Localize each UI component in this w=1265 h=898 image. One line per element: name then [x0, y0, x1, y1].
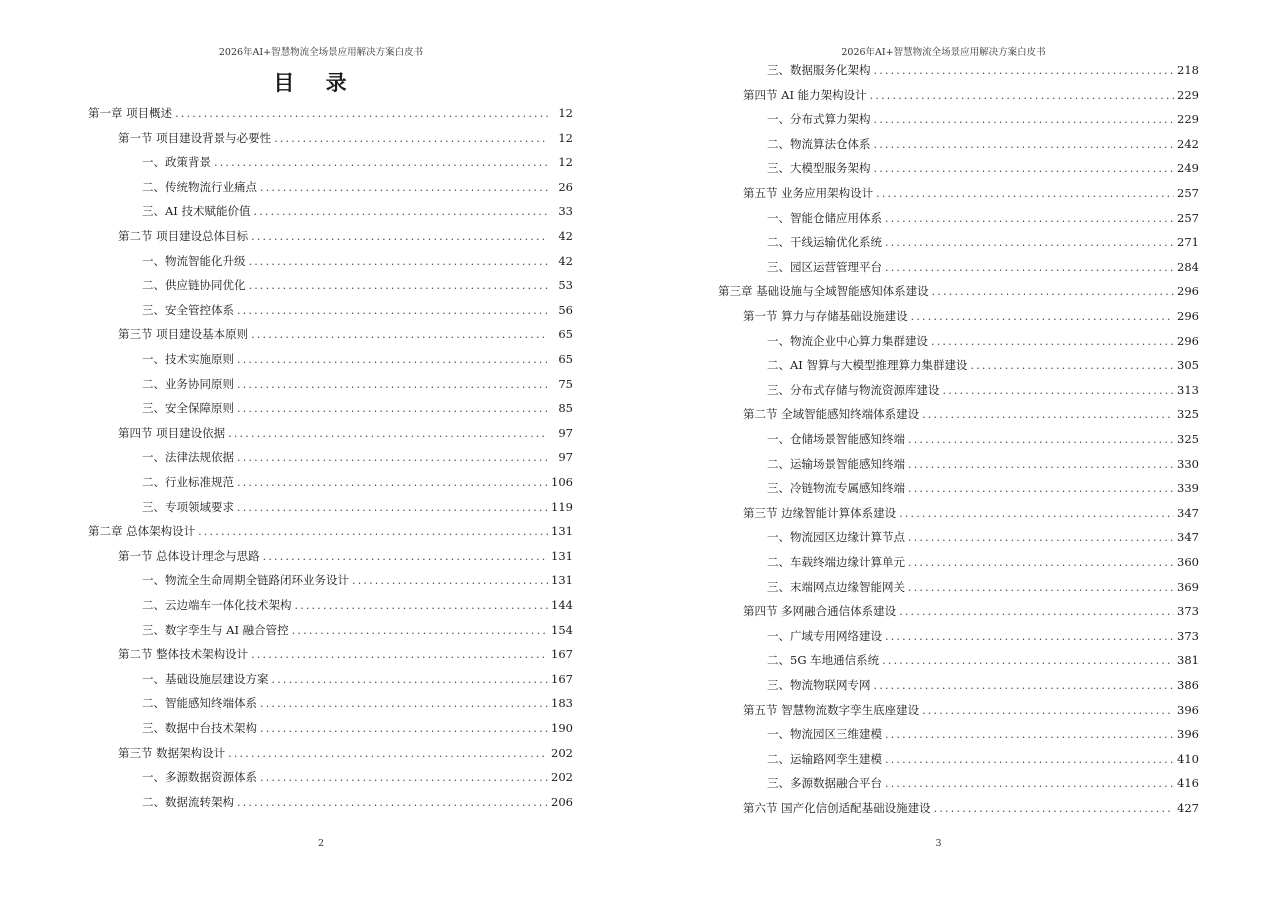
toc-title: 目 录 [273, 71, 359, 95]
toc-entry-page: 56 [558, 302, 573, 317]
toc-entry-label: 第二节 整体技术架构设计 [118, 647, 249, 662]
toc-entry-page: 229 [1177, 112, 1199, 127]
toc-entry[interactable] [767, 136, 1199, 156]
toc-entry[interactable] [142, 622, 573, 642]
toc-leader-dots [237, 304, 548, 317]
toc-entry-label: 第三节 项目建设基本原则 [118, 327, 249, 342]
toc-entry[interactable] [142, 277, 573, 297]
toc-leader-dots [908, 581, 1174, 594]
toc-entry-label: 二、运输路网孪生建模 [767, 751, 882, 766]
toc-leader-dots [885, 728, 1174, 741]
toc-leader-dots [870, 89, 1174, 102]
toc-entry-page: 386 [1177, 678, 1199, 692]
toc-leader-dots [876, 187, 1174, 200]
toc-entry-label: 三、专项领域要求 [142, 499, 234, 514]
toc-entry-page: 416 [1177, 776, 1199, 791]
toc-entry-label: 一、物流园区边缘计算节点 [767, 530, 905, 545]
toc-entry-page: 330 [1177, 456, 1199, 471]
toc-entry-label: 二、物流算法仓体系 [767, 136, 871, 151]
toc-entry-page: 257 [1177, 210, 1199, 225]
toc-entry[interactable] [743, 702, 1199, 722]
toc-leader-dots [882, 654, 1174, 667]
toc-entry[interactable] [118, 326, 573, 346]
toc-entry-page: 271 [1177, 235, 1199, 250]
toc-entry-label: 一、物流企业中心算力集群建设 [767, 333, 928, 348]
toc-entry-page: 305 [1177, 358, 1199, 373]
toc-entry[interactable] [767, 529, 1199, 549]
toc-entry-page: 257 [1177, 186, 1199, 200]
toc-entry-label: 二、AI 智算与大模型推理算力集群建设 [767, 358, 968, 373]
toc-leader-dots [272, 673, 549, 686]
toc-leader-dots [260, 771, 548, 784]
toc-entry[interactable] [142, 720, 573, 740]
toc-entry-page: 131 [551, 573, 573, 588]
toc-leader-dots [237, 451, 548, 464]
toc-entry[interactable] [142, 474, 573, 494]
toc-leader-dots [943, 384, 1175, 397]
toc-entry-page: 65 [558, 352, 573, 366]
toc-entry-label: 三、安全保障原则 [142, 401, 234, 416]
toc-entry-page: 313 [1177, 382, 1199, 397]
toc-entry[interactable] [767, 677, 1199, 697]
toc-entry-page: 119 [551, 499, 573, 514]
toc-leader-dots [251, 648, 548, 661]
toc-entry-page: 296 [1177, 284, 1199, 299]
toc-entry-label: 一、物流智能化升级 [142, 253, 246, 268]
toc-entry[interactable] [142, 400, 573, 420]
toc-leader-dots [885, 630, 1174, 643]
toc-entry[interactable] [118, 228, 573, 248]
toc-entry-page: 85 [558, 401, 573, 416]
toc-leader-dots [175, 107, 548, 120]
toc-entry-page: 381 [1177, 653, 1199, 668]
toc-entry-page: 202 [551, 770, 573, 785]
toc-entry-page: 202 [551, 745, 573, 760]
toc-leader-dots [237, 796, 548, 809]
toc-entry[interactable] [743, 800, 1199, 820]
toc-entry-page: 396 [1177, 727, 1199, 742]
toc-entry-page: 12 [558, 155, 573, 170]
toc-entry-page: 167 [551, 671, 573, 686]
toc-entry[interactable] [767, 431, 1199, 451]
toc-entry-label: 三、末端网点边缘智能网关 [767, 579, 905, 594]
toc-entry[interactable] [767, 160, 1199, 180]
toc-entry-page: 65 [558, 327, 573, 342]
toc-entry-page: 26 [558, 179, 573, 194]
running-header: 2026年AI+智慧物流全场景应用解决方案白皮书 [218, 47, 424, 58]
toc-leader-dots [908, 482, 1174, 495]
toc-entry-page: 427 [1177, 801, 1199, 815]
toc-entry-page: 42 [558, 229, 573, 243]
toc-entry-page: 347 [1177, 505, 1199, 520]
toc-leader-dots [198, 525, 548, 538]
toc-entry-label: 三、园区运营管理平台 [767, 259, 882, 274]
toc-entry-label: 第三节 数据架构设计 [118, 745, 226, 760]
toc-entry[interactable] [767, 456, 1199, 476]
toc-entry-page: 369 [1177, 579, 1199, 594]
toc-entry-label: 一、多源数据资源体系 [142, 770, 257, 785]
toc-entry-page: 284 [1177, 259, 1199, 274]
toc-entry-label: 一、物流全生命周期全链路闭环业务设计 [142, 573, 349, 588]
toc-entry[interactable] [767, 111, 1199, 131]
left-page [0, 0, 632, 898]
toc-entry[interactable] [767, 357, 1199, 377]
toc-entry-label: 第一节 总体设计理念与思路 [118, 548, 260, 563]
toc-leader-dots [874, 679, 1175, 692]
toc-entry-label: 第一节 算力与存储基础设施建设 [743, 309, 908, 323]
toc-entry-label: 第三节 边缘智能计算体系建设 [743, 505, 897, 520]
toc-entry-label: 二、运输场景智能感知终端 [767, 456, 905, 471]
toc-entry-page: 373 [1177, 604, 1199, 619]
toc-entry-label: 第四节 多网融合通信体系建设 [743, 604, 897, 619]
toc-leader-dots [908, 556, 1174, 569]
toc-entry[interactable] [118, 548, 573, 568]
toc-entry[interactable] [767, 259, 1199, 279]
toc-leader-dots [249, 279, 549, 292]
toc-leader-dots [249, 255, 549, 268]
toc-entry-label: 一、政策背景 [142, 155, 211, 170]
toc-entry[interactable] [142, 769, 573, 789]
toc-leader-dots [292, 624, 548, 637]
toc-entry-label: 二、车载终端边缘计算单元 [767, 555, 905, 569]
toc-leader-dots [214, 156, 548, 169]
toc-leader-dots [263, 550, 548, 563]
toc-entry-label: 三、冷链物流专属感知终端 [767, 481, 905, 496]
toc-entry-page: 325 [1177, 407, 1199, 422]
toc-entry[interactable] [142, 671, 573, 691]
toc-entry-page: 396 [1177, 702, 1199, 717]
toc-leader-dots [237, 476, 548, 489]
toc-entry-label: 二、智能感知终端体系 [142, 696, 257, 711]
toc-entry-label: 第一节 项目建设背景与必要性 [118, 130, 272, 145]
toc-entry[interactable] [743, 308, 1199, 328]
toc-entry[interactable] [767, 751, 1199, 771]
toc-leader-dots [295, 599, 549, 612]
toc-entry-page: 12 [558, 130, 573, 145]
toc-entry-label: 一、广域专用网络建设 [767, 628, 882, 643]
toc-leader-dots [237, 501, 548, 514]
toc-entry-label: 三、物流物联网专网 [767, 678, 871, 692]
toc-leader-dots [922, 704, 1174, 717]
toc-entry-label: 二、行业标准规范 [142, 475, 234, 489]
toc-entry[interactable] [743, 185, 1199, 205]
toc-entry[interactable] [743, 406, 1199, 426]
toc-entry-label: 二、云边端车一体化技术架构 [142, 598, 292, 612]
toc-leader-dots [899, 507, 1174, 520]
toc-entry-page: 33 [558, 204, 573, 219]
toc-entry-page: 249 [1177, 161, 1199, 176]
toc-entry-label: 一、仓储场景智能感知终端 [767, 432, 905, 446]
toc-entry[interactable] [142, 572, 573, 592]
toc-leader-dots [922, 408, 1174, 421]
toc-entry-label: 第五节 业务应用架构设计 [743, 186, 874, 200]
toc-leader-dots [885, 212, 1174, 225]
toc-entry[interactable] [88, 523, 573, 543]
toc-entry[interactable] [142, 179, 573, 199]
toc-entry-label: 三、分布式存储与物流资源库建设 [767, 382, 940, 397]
toc-entry[interactable] [142, 203, 573, 223]
toc-entry-page: 242 [1177, 136, 1199, 151]
running-header: 2026年AI+智慧物流全场景应用解决方案白皮书 [841, 47, 1046, 58]
toc-entry[interactable] [118, 745, 573, 765]
toc-entry-page: 42 [558, 253, 573, 268]
toc-entry-page: 144 [551, 598, 573, 612]
toc-entry[interactable] [767, 628, 1199, 648]
toc-entry-label: 三、大模型服务架构 [767, 161, 871, 176]
toc-leader-dots [260, 697, 548, 710]
toc-leader-dots [874, 64, 1175, 77]
toc-entry-label: 一、智能仓储应用体系 [767, 210, 882, 225]
toc-entry-page: 347 [1177, 530, 1199, 545]
toc-leader-dots [254, 205, 548, 218]
toc-leader-dots [237, 378, 548, 391]
toc-leader-dots [237, 353, 548, 366]
toc-entry[interactable] [142, 597, 573, 617]
toc-entry-page: 106 [551, 475, 573, 489]
toc-entry[interactable] [142, 302, 573, 322]
right-page [632, 0, 1265, 898]
toc-entry[interactable] [767, 234, 1199, 254]
toc-entry-label: 三、数字孪生与 AI 融合管控 [142, 622, 289, 637]
toc-entry-label: 二、5G 车地通信系统 [767, 653, 880, 668]
toc-entry-page: 75 [558, 376, 573, 391]
page-number: 2 [317, 838, 325, 849]
toc-entry[interactable] [118, 130, 573, 150]
toc-entry-page: 296 [1177, 309, 1199, 323]
toc-entry-page: 296 [1177, 333, 1199, 348]
toc-entry-label: 一、技术实施原则 [142, 352, 234, 366]
toc-entry-label: 一、分布式算力架构 [767, 112, 871, 127]
toc-leader-dots [932, 285, 1174, 298]
toc-entry-label: 第五节 智慧物流数字孪生底座建设 [743, 702, 920, 717]
toc-entry[interactable] [88, 105, 573, 125]
toc-leader-dots [228, 747, 548, 760]
toc-leader-dots [908, 433, 1174, 446]
toc-entry[interactable] [767, 210, 1199, 230]
toc-entry[interactable] [142, 351, 573, 371]
toc-entry-page: 325 [1177, 432, 1199, 446]
toc-entry-page: 97 [558, 450, 573, 465]
toc-leader-dots [899, 605, 1174, 618]
toc-entry-label: 二、数据流转架构 [142, 794, 234, 809]
toc-leader-dots [228, 427, 548, 440]
toc-entry-page: 183 [551, 696, 573, 711]
toc-entry-label: 第二章 总体架构设计 [88, 524, 196, 539]
toc-entry-label: 二、干线运输优化系统 [767, 235, 882, 250]
toc-entry-label: 一、法律法规依据 [142, 450, 234, 465]
toc-entry-label: 第四节 AI 能力架构设计 [743, 87, 867, 102]
toc-entry[interactable] [118, 646, 573, 666]
toc-leader-dots [251, 328, 548, 341]
toc-leader-dots [885, 236, 1174, 249]
toc-entry[interactable] [743, 505, 1199, 525]
toc-entry-page: 339 [1177, 481, 1199, 496]
toc-entry-label: 第三章 基础设施与全域智能感知体系建设 [718, 284, 929, 299]
toc-leader-dots [908, 458, 1174, 471]
toc-leader-dots [885, 261, 1174, 274]
toc-entry[interactable] [142, 154, 573, 174]
toc-entry-page: 53 [558, 278, 573, 293]
toc-entry[interactable] [767, 726, 1199, 746]
toc-entry-page: 206 [551, 794, 573, 809]
toc-entry-label: 一、基础设施层建设方案 [142, 671, 269, 686]
toc-entry[interactable] [142, 376, 573, 396]
toc-leader-dots [885, 777, 1174, 790]
toc-entry-label: 三、安全管控体系 [142, 302, 234, 317]
toc-entry-page: 410 [1177, 751, 1199, 766]
toc-entry-page: 12 [558, 106, 573, 120]
toc-leader-dots [260, 722, 548, 735]
toc-leader-dots [934, 802, 1174, 815]
toc-entry-label: 二、业务协同原则 [142, 376, 234, 391]
page-number: 3 [935, 838, 942, 849]
toc-entry-label: 第二节 全域智能感知终端体系建设 [743, 407, 920, 422]
toc-entry-label: 三、数据中台技术架构 [142, 721, 257, 735]
toc-leader-dots [352, 574, 548, 587]
toc-leader-dots [874, 138, 1175, 151]
toc-entry[interactable] [142, 794, 573, 814]
toc-entry[interactable] [767, 480, 1199, 500]
toc-entry-page: 190 [551, 721, 573, 735]
toc-entry-page: 97 [558, 425, 573, 440]
toc-entry[interactable] [767, 382, 1199, 402]
toc-leader-dots [874, 162, 1175, 175]
toc-leader-dots [237, 402, 548, 415]
toc-entry[interactable] [142, 695, 573, 715]
toc-entry-page: 167 [551, 647, 573, 662]
toc-leader-dots [260, 181, 548, 194]
toc-entry-page: 218 [1177, 63, 1199, 77]
toc-leader-dots [911, 310, 1174, 323]
toc-entry-label: 第一章 项目概述 [88, 106, 173, 120]
toc-entry[interactable] [767, 554, 1199, 574]
toc-entry-label: 二、供应链协同优化 [142, 278, 246, 293]
toc-entry-page: 154 [551, 622, 573, 637]
toc-entry-label: 一、物流园区三维建模 [767, 727, 882, 742]
toc-entry[interactable] [142, 253, 573, 273]
toc-leader-dots [931, 335, 1174, 348]
toc-entry[interactable] [767, 62, 1199, 82]
toc-entry[interactable] [142, 499, 573, 519]
toc-entry[interactable] [718, 283, 1199, 303]
toc-entry[interactable] [142, 449, 573, 469]
toc-entry-label: 三、数据服务化架构 [767, 63, 871, 77]
toc-entry-page: 131 [551, 524, 573, 539]
toc-entry-label: 第二节 项目建设总体目标 [118, 229, 249, 243]
toc-entry[interactable] [767, 652, 1199, 672]
toc-entry[interactable] [767, 579, 1199, 599]
toc-leader-dots [885, 753, 1174, 766]
toc-entry[interactable] [767, 775, 1199, 795]
toc-entry-label: 第六节 国产化信创适配基础设施建设 [743, 801, 931, 815]
toc-entry-label: 二、传统物流行业痛点 [142, 179, 257, 194]
toc-entry-page: 229 [1177, 87, 1199, 102]
toc-entry-page: 373 [1177, 628, 1199, 643]
toc-leader-dots [971, 359, 1174, 372]
toc-leader-dots [908, 531, 1174, 544]
toc-entry-label: 三、AI 技术赋能价值 [142, 204, 251, 219]
toc-entry[interactable] [118, 425, 573, 445]
toc-entry-label: 第四节 项目建设依据 [118, 425, 226, 440]
toc-entry[interactable] [743, 603, 1199, 623]
toc-entry[interactable] [767, 333, 1199, 353]
toc-leader-dots [251, 230, 548, 243]
toc-leader-dots [874, 113, 1175, 126]
toc-entry-page: 131 [551, 548, 573, 563]
toc-leader-dots [274, 132, 548, 145]
toc-entry[interactable] [743, 87, 1199, 107]
toc-entry-label: 三、多源数据融合平台 [767, 776, 882, 791]
toc-entry-page: 360 [1177, 555, 1199, 569]
